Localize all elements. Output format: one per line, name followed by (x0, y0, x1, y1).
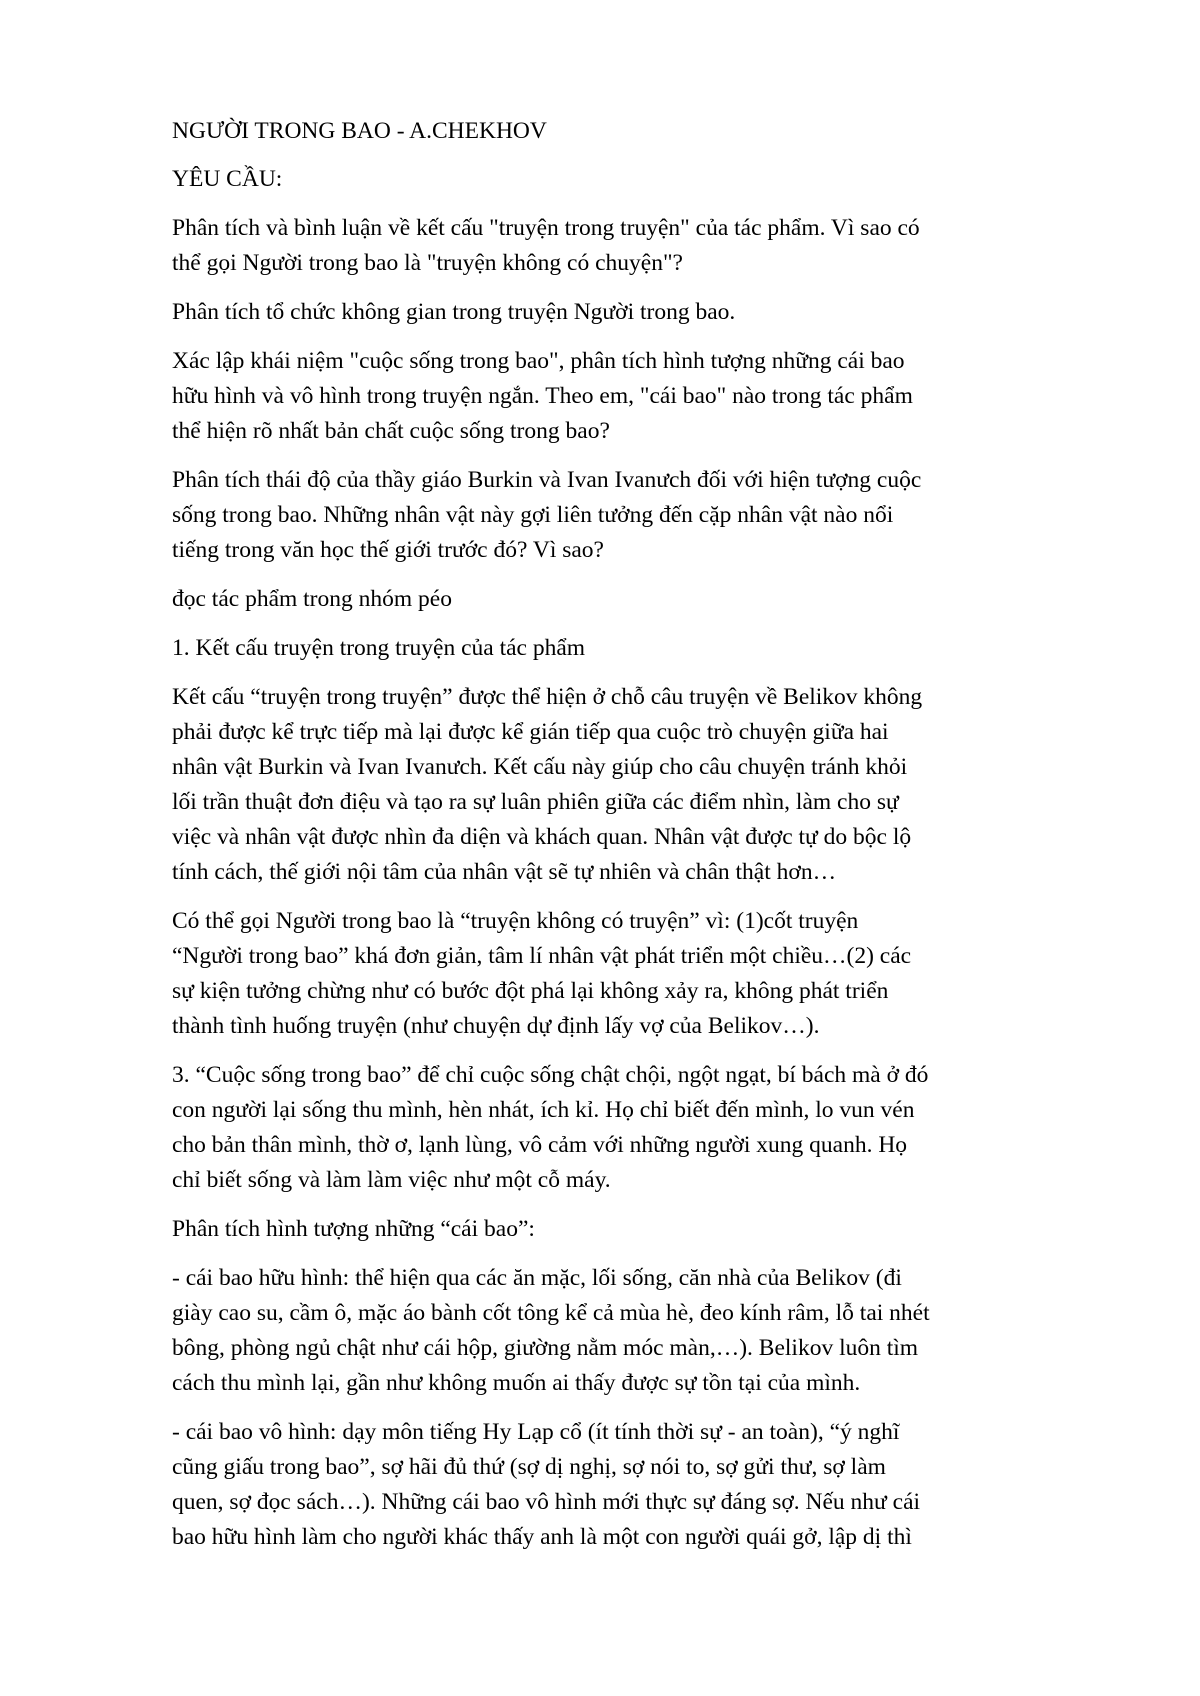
story-without-plot-paragraph: Có thể gọi Người trong bao là “truyện không có truyện” vì: (1)cốt truyện “Người trong bao” khá đơn giản, tâm lí nhân vật phát triển một chiều…(2) các sự kiện tưởng chừng như có bước đột phá lại không xảy ra, không phát triển thành tình huống truyện (như chuyện dự định lấy vợ của Belikov…). (172, 908, 912, 1039)
requirement-4: Phân tích thái độ của thầy giáo Burkin và Ivan Ivanưch đối với hiện tượng cuộc sống trong bao. Những nhân vật này gợi liên tưởng đến cặp nhân vật nào nổi tiếng trong văn học thế giới trước đó? Vì sao? (172, 467, 922, 563)
requirement-1: Phân tích và bình luận về kết cấu "truyện trong truyện" của tác phẩm. Vì sao có thể gọi Người trong bao là "truyện không có chuyện"? (172, 215, 920, 276)
document-body (172, 114, 1102, 1569)
section-1-paragraph: Kết cấu “truyện trong truyện” được thể hiện ở chỗ câu truyện về Belikov không phải được kể trực tiếp mà lại được kể gián tiếp qua cuộc trò chuyện giữa hai nhân vật Burkin và Ivan Ivanưch. Kết cấu này giúp cho câu chuyện tránh khỏi lối trần thuật đơn điệu và tạo ra sự luân phiên giữa các điểm nhìn, làm cho sự việc và nhân vật được nhìn đa diện và khách quan. Nhân vật được tự do bộc lộ tính cách, thế giới nội tâm của nhân vật sẽ tự nhiên và chân thật hơn… (172, 684, 923, 885)
intangible-bag-paragraph: - cái bao vô hình: dạy môn tiếng Hy Lạp cổ (ít tính thời sự - an toàn), “ý nghĩ cũng giấu trong bao”, sợ hãi đủ thứ (sợ dị nghị, sợ nói to, sợ gửi thư, sợ làm quen, sợ đọc sách…). Những cái bao vô hình mới thực sự đáng sợ. Nếu như cái bao hữu hình làm cho người khác thấy anh là một con người quái gở, lập dị thì (172, 1419, 921, 1550)
reading-note: đọc tác phẩm trong nhóm péo (172, 586, 452, 612)
section-3-paragraph: 3. “Cuộc sống trong bao” để chỉ cuộc sống chật chội, ngột ngạt, bí bách mà ở đó con người lại sống thu mình, hèn nhát, ích kỉ. Họ chỉ biết đến mình, lo vun vén cho bản thân mình, thờ ơ, lạnh lùng, vô cảm với những người xung quanh. Họ chỉ biết sống và làm làm việc như một cỗ máy. (172, 1062, 929, 1193)
requirement-2: Phân tích tổ chức không gian trong truyện Người trong bao. (172, 299, 736, 325)
requirement-3: Xác lập khái niệm "cuộc sống trong bao", phân tích hình tượng những cái bao hữu hình và vô hình trong truyện ngắn. Theo em, "cái bao" nào trong tác phẩm thể hiện rõ nhất bản chất cuộc sống trong bao? (172, 348, 913, 444)
tangible-bag-paragraph: - cái bao hữu hình: thể hiện qua các ăn mặc, lối sống, căn nhà của Belikov (đi giày cao su, cầm ô, mặc áo bành cốt tông kể cả mùa hè, đeo kính râm, lỗ tai nhét bông, phòng ngủ chật như cái hộp, giường nằm móc màn,…). Belikov luôn tìm cách thu mình lại, gần như không muốn ai thấy được sự tồn tại của mình. (172, 1265, 930, 1396)
document-title: NGƯỜI TRONG BAO - A.CHEKHOV (172, 118, 547, 144)
bag-image-heading: Phân tích hình tượng những “cái bao”: (172, 1216, 535, 1242)
requirements-heading: YÊU CẦU: (172, 166, 283, 192)
section-1-heading: 1. Kết cấu truyện trong truyện của tác phẩm (172, 635, 586, 661)
